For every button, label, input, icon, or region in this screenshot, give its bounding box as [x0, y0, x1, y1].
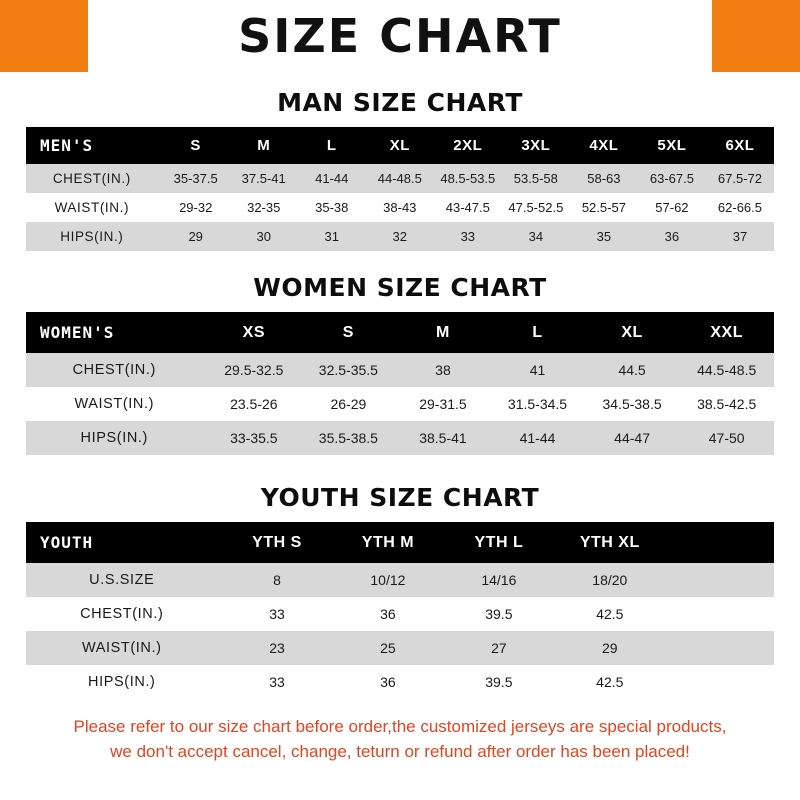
youth-header-cell-spacer [665, 522, 774, 563]
table-row [26, 421, 774, 455]
section-title-youth: YOUTH SIZE CHART [260, 483, 540, 512]
men-cell-2-3: 32 [366, 222, 434, 251]
men-cell-1-3: 38-43 [366, 193, 434, 222]
youth-cell-0-1: 10/12 [332, 563, 443, 597]
table-header-row [26, 522, 774, 563]
women-cell-2-4: 44-47 [585, 421, 680, 455]
men-cell-2-2: 31 [298, 222, 366, 251]
header-banner [0, 0, 800, 72]
men-cell-1-8: 62-66.5 [706, 193, 774, 222]
women-cell-1-2: 29-31.5 [396, 387, 491, 421]
youth-cell-2-2: 27 [443, 631, 554, 665]
youth-cell-0-spacer [665, 563, 774, 597]
men-cell-1-4: 43-47.5 [434, 193, 502, 222]
table-row [26, 193, 774, 222]
youth-cell-1-3: 42.5 [554, 597, 665, 631]
women-cell-2-5: 47-50 [679, 421, 774, 455]
men-header-cell-6: 3XL [502, 127, 570, 164]
men-header-cell-5: 2XL [434, 127, 502, 164]
youth-header-cell-1: YTH S [222, 522, 333, 563]
men-cell-0-3: 44-48.5 [366, 164, 434, 193]
men-cell-2-7: 36 [638, 222, 706, 251]
women-cell-0-5: 44.5-48.5 [679, 353, 774, 387]
men-table-header [26, 127, 774, 164]
men-header-cell-1: S [162, 127, 230, 164]
youth-cell-2-0: 23 [222, 631, 333, 665]
men-header-cell-4: XL [366, 127, 434, 164]
women-cell-0-3: 41 [490, 353, 585, 387]
youth-header-cell-3: YTH L [443, 522, 554, 563]
order-notice-line-2: we don't accept cancel, change, teturn or refund after order has been placed! [110, 741, 690, 761]
men-cell-2-8: 37 [706, 222, 774, 251]
men-cell-2-1: 30 [230, 222, 298, 251]
women-cell-1-3: 31.5-34.5 [490, 387, 585, 421]
women-cell-0-1: 32.5-35.5 [301, 353, 396, 387]
youth-header-cell-4: YTH XL [554, 522, 665, 563]
women-cell-1-4: 34.5-38.5 [585, 387, 680, 421]
women-table-header [26, 312, 774, 353]
table-row [26, 597, 774, 631]
men-cell-2-6: 35 [570, 222, 638, 251]
youth-table-header [26, 522, 774, 563]
table-header-row [26, 312, 774, 353]
men-header-cell-0: MEN'S [26, 127, 162, 164]
women-row-1-label: WAIST(IN.) [26, 387, 207, 421]
women-row-2-label: HIPS(IN.) [26, 421, 207, 455]
youth-size-table [26, 522, 774, 699]
women-size-table [26, 312, 774, 455]
youth-table-body [26, 563, 774, 699]
men-cell-1-0: 29-32 [162, 193, 230, 222]
men-row-1-label: WAIST(IN.) [26, 193, 162, 222]
youth-row-3-label: HIPS(IN.) [26, 665, 222, 699]
youth-cell-2-3: 29 [554, 631, 665, 665]
men-cell-0-0: 35-37.5 [162, 164, 230, 193]
men-cell-2-0: 29 [162, 222, 230, 251]
women-header-cell-6: XXL [679, 312, 774, 353]
youth-cell-3-spacer [665, 665, 774, 699]
women-header-cell-3: M [396, 312, 491, 353]
men-row-2-label: HIPS(IN.) [26, 222, 162, 251]
women-header-cell-5: XL [585, 312, 680, 353]
men-cell-1-7: 57-62 [638, 193, 706, 222]
women-cell-0-4: 44.5 [585, 353, 680, 387]
women-cell-2-2: 38.5-41 [396, 421, 491, 455]
women-cell-2-3: 41-44 [490, 421, 585, 455]
content [0, 88, 800, 764]
women-header-cell-2: S [301, 312, 396, 353]
table-row [26, 222, 774, 251]
youth-cell-0-0: 8 [222, 563, 333, 597]
men-header-cell-8: 5XL [638, 127, 706, 164]
youth-row-2-label: WAIST(IN.) [26, 631, 222, 665]
men-cell-0-5: 53.5-58 [502, 164, 570, 193]
table-row [26, 631, 774, 665]
men-header-cell-7: 4XL [570, 127, 638, 164]
table-row [26, 164, 774, 193]
women-cell-1-5: 38.5-42.5 [679, 387, 774, 421]
youth-cell-0-2: 14/16 [443, 563, 554, 597]
youth-cell-1-2: 39.5 [443, 597, 554, 631]
youth-row-1-label: CHEST(IN.) [26, 597, 222, 631]
men-size-table [26, 127, 774, 251]
section-title-women: WOMEN SIZE CHART [253, 273, 547, 302]
youth-cell-2-1: 25 [332, 631, 443, 665]
youth-cell-3-1: 36 [332, 665, 443, 699]
men-cell-1-5: 47.5-52.5 [502, 193, 570, 222]
women-header-cell-1: XS [207, 312, 302, 353]
youth-cell-3-3: 42.5 [554, 665, 665, 699]
men-cell-1-2: 35-38 [298, 193, 366, 222]
youth-cell-1-spacer [665, 597, 774, 631]
page-title: SIZE CHART [238, 9, 562, 63]
section-title-men: MAN SIZE CHART [277, 88, 523, 117]
men-cell-2-4: 33 [434, 222, 502, 251]
men-table-body [26, 164, 774, 251]
women-header-cell-0: WOMEN'S [26, 312, 207, 353]
youth-header-cell-0: YOUTH [26, 522, 222, 563]
men-cell-0-6: 58-63 [570, 164, 638, 193]
women-cell-2-0: 33-35.5 [207, 421, 302, 455]
women-row-0-label: CHEST(IN.) [26, 353, 207, 387]
table-row [26, 563, 774, 597]
men-cell-1-1: 32-35 [230, 193, 298, 222]
youth-cell-0-3: 18/20 [554, 563, 665, 597]
table-row [26, 353, 774, 387]
men-cell-0-1: 37.5-41 [230, 164, 298, 193]
youth-cell-3-0: 33 [222, 665, 333, 699]
men-cell-1-6: 52.5-57 [570, 193, 638, 222]
men-cell-2-5: 34 [502, 222, 570, 251]
women-table-body [26, 353, 774, 455]
men-cell-0-7: 63-67.5 [638, 164, 706, 193]
youth-header-cell-2: YTH M [332, 522, 443, 563]
order-notice-line-1: Please refer to our size chart before order,the customized jerseys are special products, [73, 717, 727, 736]
women-cell-1-1: 26-29 [301, 387, 396, 421]
men-cell-0-4: 48.5-53.5 [434, 164, 502, 193]
table-row [26, 665, 774, 699]
men-header-cell-3: L [298, 127, 366, 164]
youth-cell-1-0: 33 [222, 597, 333, 631]
men-cell-0-8: 67.5-72 [706, 164, 774, 193]
women-cell-2-1: 35.5-38.5 [301, 421, 396, 455]
table-header-row [26, 127, 774, 164]
women-cell-0-2: 38 [396, 353, 491, 387]
order-notice [26, 715, 774, 764]
youth-cell-1-1: 36 [332, 597, 443, 631]
youth-cell-3-2: 39.5 [443, 665, 554, 699]
men-row-0-label: CHEST(IN.) [26, 164, 162, 193]
youth-cell-2-spacer [665, 631, 774, 665]
youth-row-0-label: U.S.SIZE [26, 563, 222, 597]
men-header-cell-2: M [230, 127, 298, 164]
men-cell-0-2: 41-44 [298, 164, 366, 193]
women-cell-1-0: 23.5-26 [207, 387, 302, 421]
men-header-cell-9: 6XL [706, 127, 774, 164]
women-header-cell-4: L [490, 312, 585, 353]
women-cell-0-0: 29.5-32.5 [207, 353, 302, 387]
table-row [26, 387, 774, 421]
